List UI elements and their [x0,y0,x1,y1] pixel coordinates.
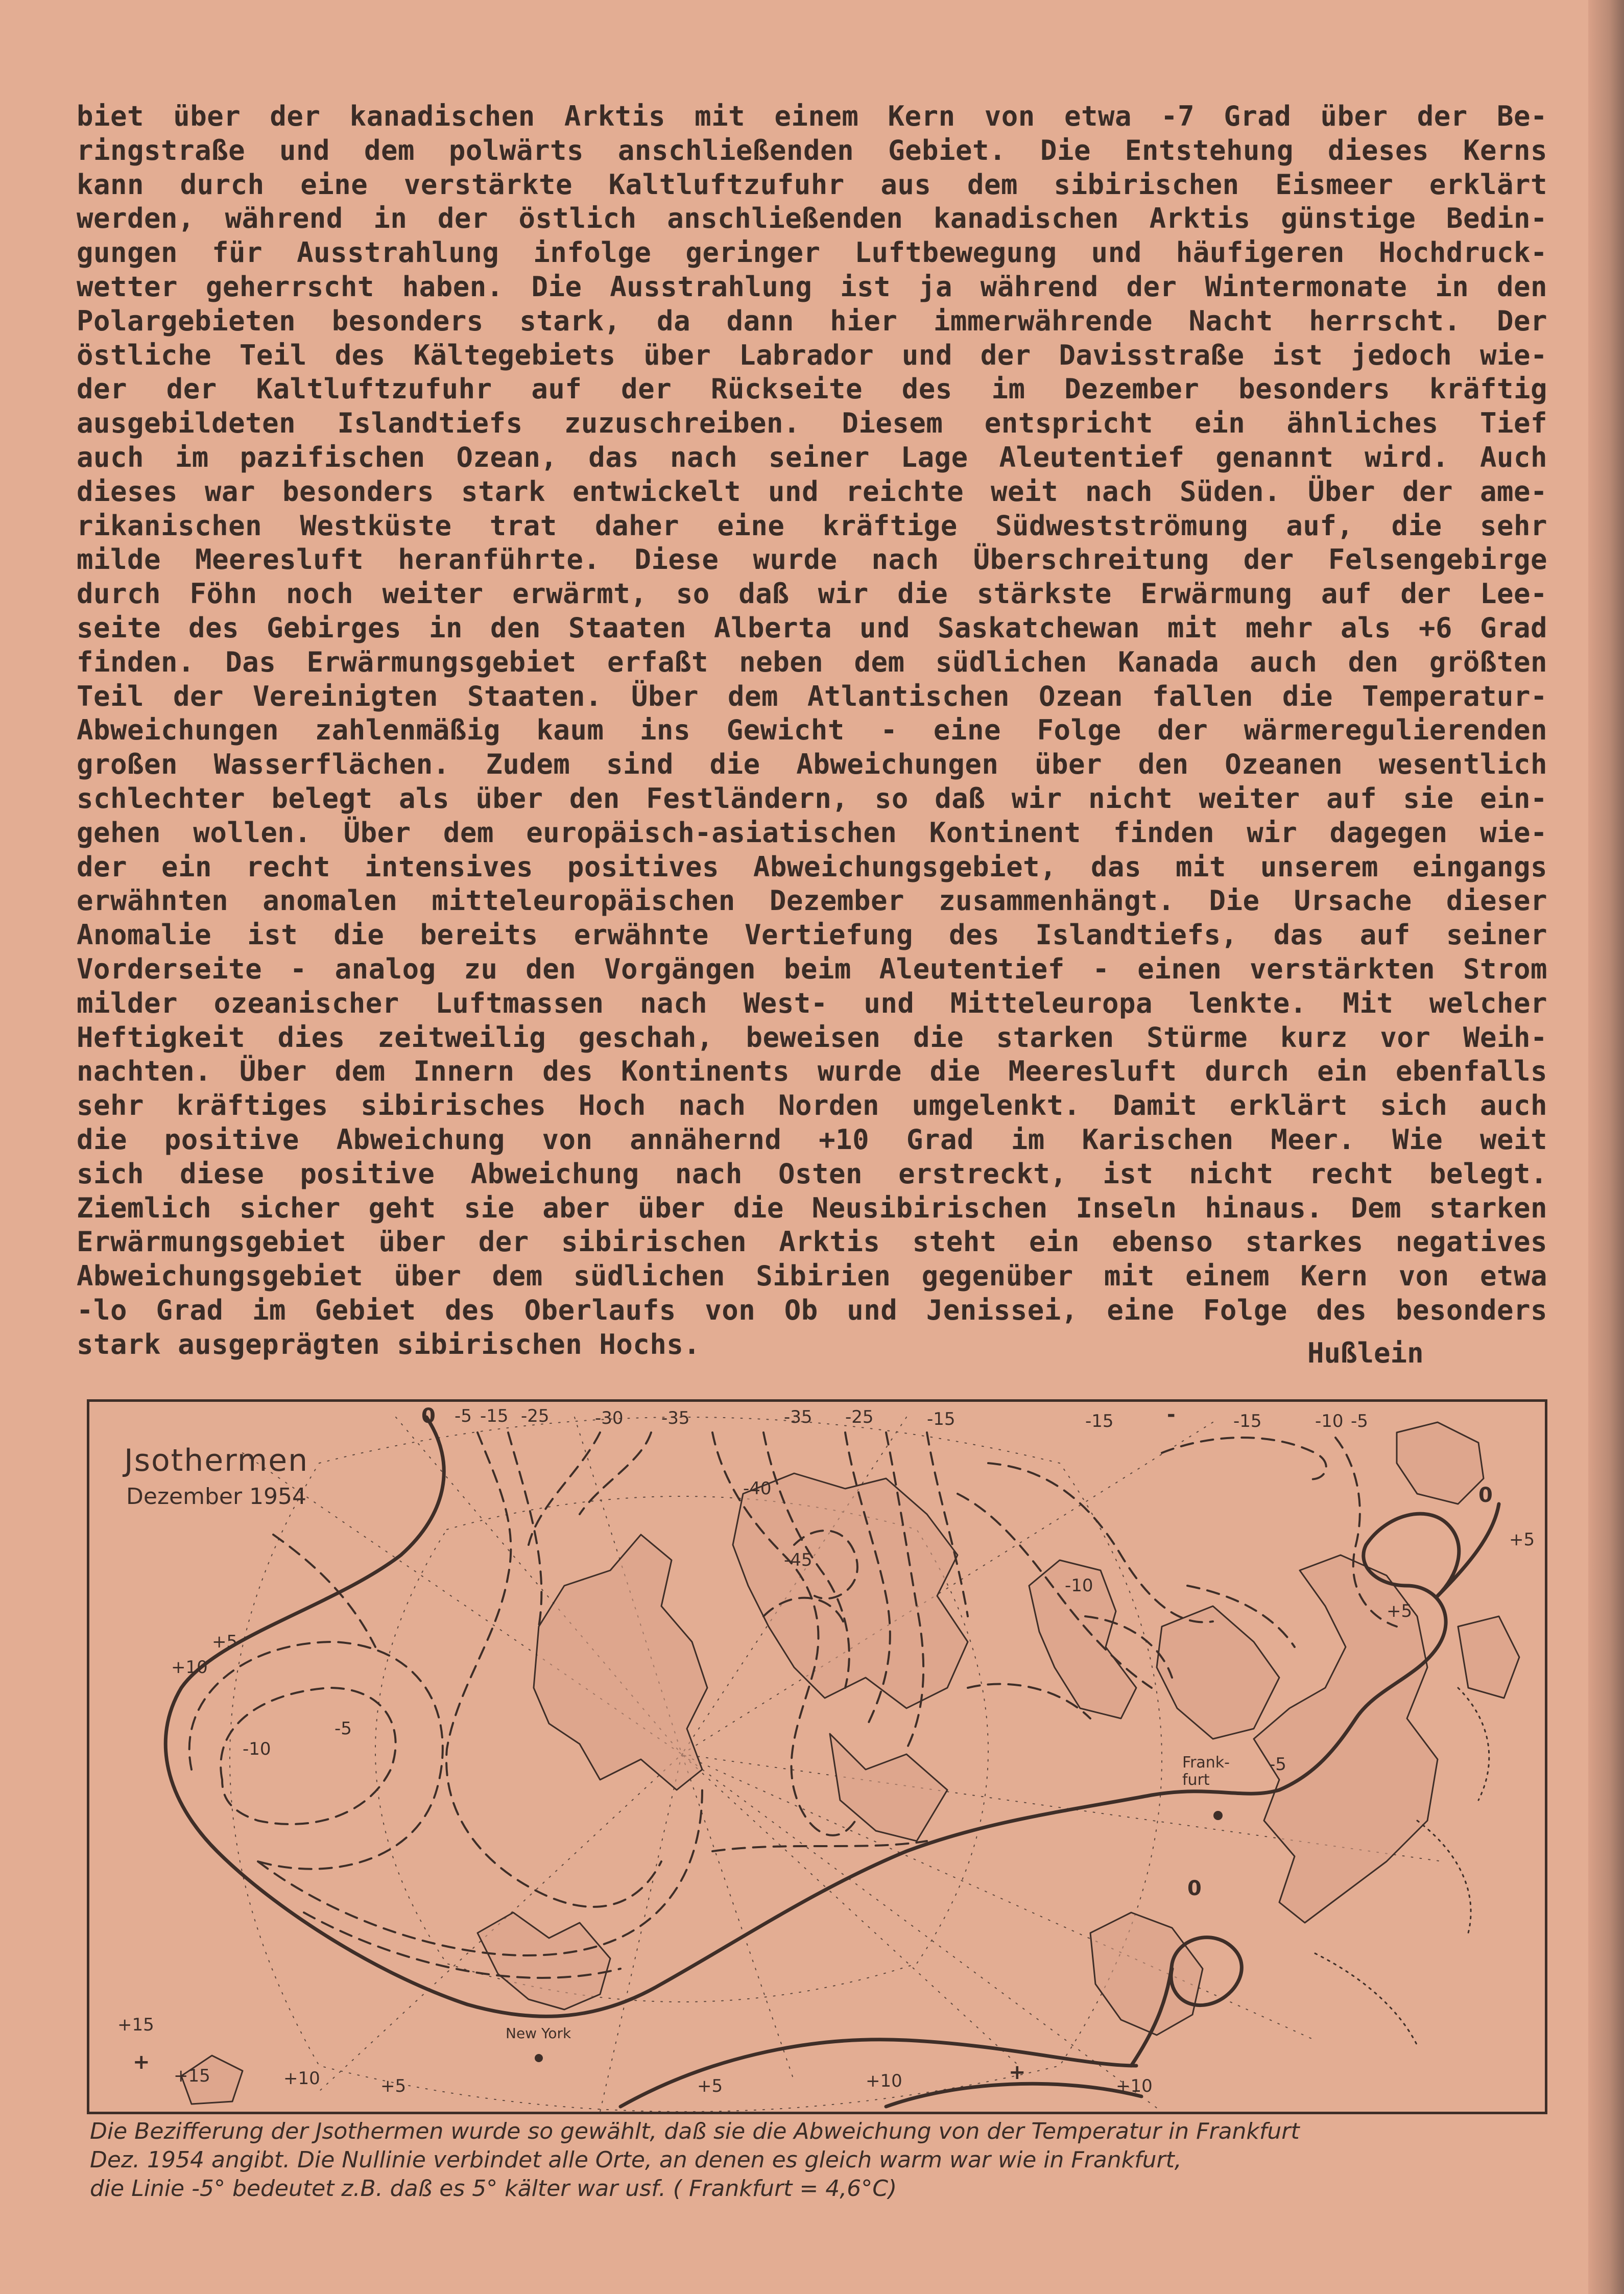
isotherm-label: -25 [521,1406,550,1426]
article-line: milder ozeanischer Luftmassen nach West- und Mitteleuropa lenkte. Mit welcher [77,987,1547,1019]
article-line: Polargebieten besonders stark, da dann hier immerwährende Nacht herrscht. Der [77,304,1547,337]
isotherm-label: -40 [743,1478,772,1499]
isotherm-label: -35 [661,1408,690,1428]
isotherm-label: -5 [1269,1754,1286,1775]
isotherm-label: +5 [1387,1601,1413,1621]
article-line: Anomalie ist die bereits erwähnte Vertiefung des Islandtiefs, das auf seiner [77,919,1547,951]
isotherm-label: -5 [335,1718,352,1739]
article-line: Abweichungsgebiet über dem südlichen Sibirien gegenüber mit einem Kern von etwa [77,1260,1547,1293]
article-line: Ziemlich sicher geht sie aber über die Neusibirischen Inseln hinaus. Dem starken [77,1191,1547,1224]
isotherm-label: -15 [927,1409,956,1429]
article-line: auch im pazifischen Ozean, das nach seiner Lage Aleutentief genannt wird. Auch [77,441,1547,473]
isotherm-label: +10 [283,2068,320,2089]
isotherm-map [87,1399,1547,2114]
article-line: kann durch eine verstärkte Kaltluftzufuhr aus dem sibirischen Eismeer erklärt [77,168,1547,201]
isotherm-label: 0 [1478,1484,1493,1507]
article-line: dieses war besonders stark entwickelt und reichte weit nach Süden. Über der ame- [77,475,1547,508]
article-line: finden. Das Erwärmungsgebiet erfaßt neben dem südlichen Kanada auch den größten [77,646,1547,678]
isotherm-label: + [1009,2061,1026,2084]
article-line: Erwärmungsgebiet über der sibirischen Arktis steht ein ebenso starkes negatives [77,1226,1547,1258]
article-line: werden, während in der östlich anschließenden kanadischen Arktis günstige Bedin- [77,202,1547,235]
isotherm-label: -35 [784,1407,813,1427]
isotherm-label: +10 [1116,2076,1153,2096]
isotherm-label: -5 [1351,1411,1368,1431]
isotherm-label: +10 [171,1657,208,1678]
caption-line: Die Bezifferung der Jsothermen wurde so gewählt, daß sie die Abweichung von der Temperatur in Frankfurt [90,2118,1300,2144]
caption-line: die Linie -5° bedeutet z.B. daß es 5° kälter war usf. ( Frankfurt = 4,6°C) [90,2176,897,2202]
frankfurt-label: Frank- furt [1182,1754,1230,1789]
article-line: biet über der kanadischen Arktis mit einem Kern von etwa -7 Grad über der Be- [77,100,1547,132]
map-caption [90,2117,1550,2203]
article-line: ringstraße und dem polwärts anschließenden Gebiet. Die Entstehung dieses Kerns [77,134,1547,166]
isotherm-label: - [1167,1403,1176,1426]
article-line: sich diese positive Abweichung nach Osten erstreckt, ist nicht recht belegt. [77,1157,1547,1190]
page-edge-shadow [1588,0,1624,2294]
isotherm-label: -15 [1233,1411,1262,1431]
article-line: milde Meeresluft heranführte. Diese wurde nach Überschreitung der Felsengebirge [77,543,1547,576]
isotherm-label: -15 [1085,1411,1114,1431]
isotherm-label: -10 [1065,1575,1093,1596]
article-line: schlechter belegt als über den Festländern, so daß wir nicht weiter auf sie ein- [77,782,1547,815]
map-title: Jsothermen [124,1443,309,1478]
article-line: der ein recht intensives positives Abweichungsgebiet, das mit unserem eingangs [77,850,1547,883]
author-signature: Hußlein [1307,1337,1424,1369]
isotherm-label: +5 [1509,1530,1535,1550]
isotherm-label: 0 [1187,1877,1202,1900]
city-label: New York [506,2025,571,2042]
isotherm-label: -15 [480,1406,509,1426]
isotherm-label: +5 [380,2076,407,2096]
article-line: erwähnten anomalen mitteleuropäischen Dezember zusammenhängt. Die Ursache dieser [77,885,1547,917]
isotherm-label: -25 [845,1407,874,1427]
article-line: gungen für Ausstrahlung infolge geringer Luftbewegung und häufigeren Hochdruck- [77,236,1547,269]
article-line: ausgebildeten Islandtiefs zuzuschreiben. Diesem entspricht ein ähnliches Tief [77,407,1547,440]
article-text [77,100,1547,1361]
article-line: die positive Abweichung von annähernd +10 Grad im Karischen Meer. Wie weit [77,1123,1547,1156]
article-line: großen Wasserflächen. Zudem sind die Abweichungen über den Ozeanen wesentlich [77,748,1547,781]
map-drawing [89,1402,1547,2114]
isotherm-label: +15 [117,2015,154,2035]
new-york-marker [535,2054,543,2062]
isotherm-label: -45 [784,1550,813,1570]
article-line: Vorderseite - analog zu den Vorgängen beim Aleutentief - einen verstärkten Strom [77,952,1547,985]
frankfurt-marker [1213,1811,1223,1820]
article-line: gehen wollen. Über dem europäisch-asiatischen Kontinent finden wir dagegen wie- [77,816,1547,849]
isotherm-label: +15 [174,2066,210,2086]
isotherm-label: 0 [421,1404,436,1428]
caption-line: Dez. 1954 angibt. Die Nullinie verbindet alle Orte, an denen es gleich warm war wie in Frankfurt, [90,2147,1182,2173]
isotherm-label: +5 [212,1632,238,1652]
map-subtitle: Dezember 1954 [126,1484,307,1510]
isotherm-label: +5 [697,2076,723,2096]
article-line: wetter geherrscht haben. Die Ausstrahlung ist ja während der Wintermonate in den [77,270,1547,303]
article-line: Abweichungen zahlenmäßig kaum ins Gewicht - eine Folge der wärmeregulierenden [77,714,1547,747]
isotherm-label: -5 [455,1406,472,1426]
article-line: sehr kräftiges sibirisches Hoch nach Norden umgelenkt. Damit erklärt sich auch [77,1089,1547,1122]
article-line: rikanischen Westküste trat daher eine kräftige Südwestströmung auf, die sehr [77,509,1547,542]
article-line: stark ausgeprägten sibirischen Hochs. [77,1328,701,1360]
isotherm-label: + [133,2050,150,2074]
article-line: nachten. Über dem Innern des Kontinents wurde die Meeresluft durch ein ebenfalls [77,1055,1547,1088]
article-line: seite des Gebirges in den Staaten Alberta und Saskatchewan mit mehr als +6 Grad [77,611,1547,644]
isotherm-label: +10 [866,2071,902,2091]
isotherm-label: -10 [243,1739,271,1759]
article-line: Teil der Vereinigten Staaten. Über dem Atlantischen Ozean fallen die Temperatur- [77,680,1547,712]
article-line: Heftigkeit dies zeitweilig geschah, beweisen die starken Stürme kurz vor Weih- [77,1021,1547,1054]
isotherm-label: -10 [1315,1411,1344,1431]
article-line: östliche Teil des Kältegebiets über Labrador und der Davisstraße ist jedoch wie- [77,339,1547,371]
article-line: durch Föhn noch weiter erwärmt, so daß wir die stärkste Erwärmung auf der Lee- [77,578,1547,610]
article-line: -lo Grad im Gebiet des Oberlaufs von Ob und Jenissei, eine Folge des besonders [77,1294,1547,1326]
isotherm-label: -30 [595,1408,624,1428]
article-line: der der Kaltluftzufuhr auf der Rückseite des im Dezember besonders kräftig [77,373,1547,405]
